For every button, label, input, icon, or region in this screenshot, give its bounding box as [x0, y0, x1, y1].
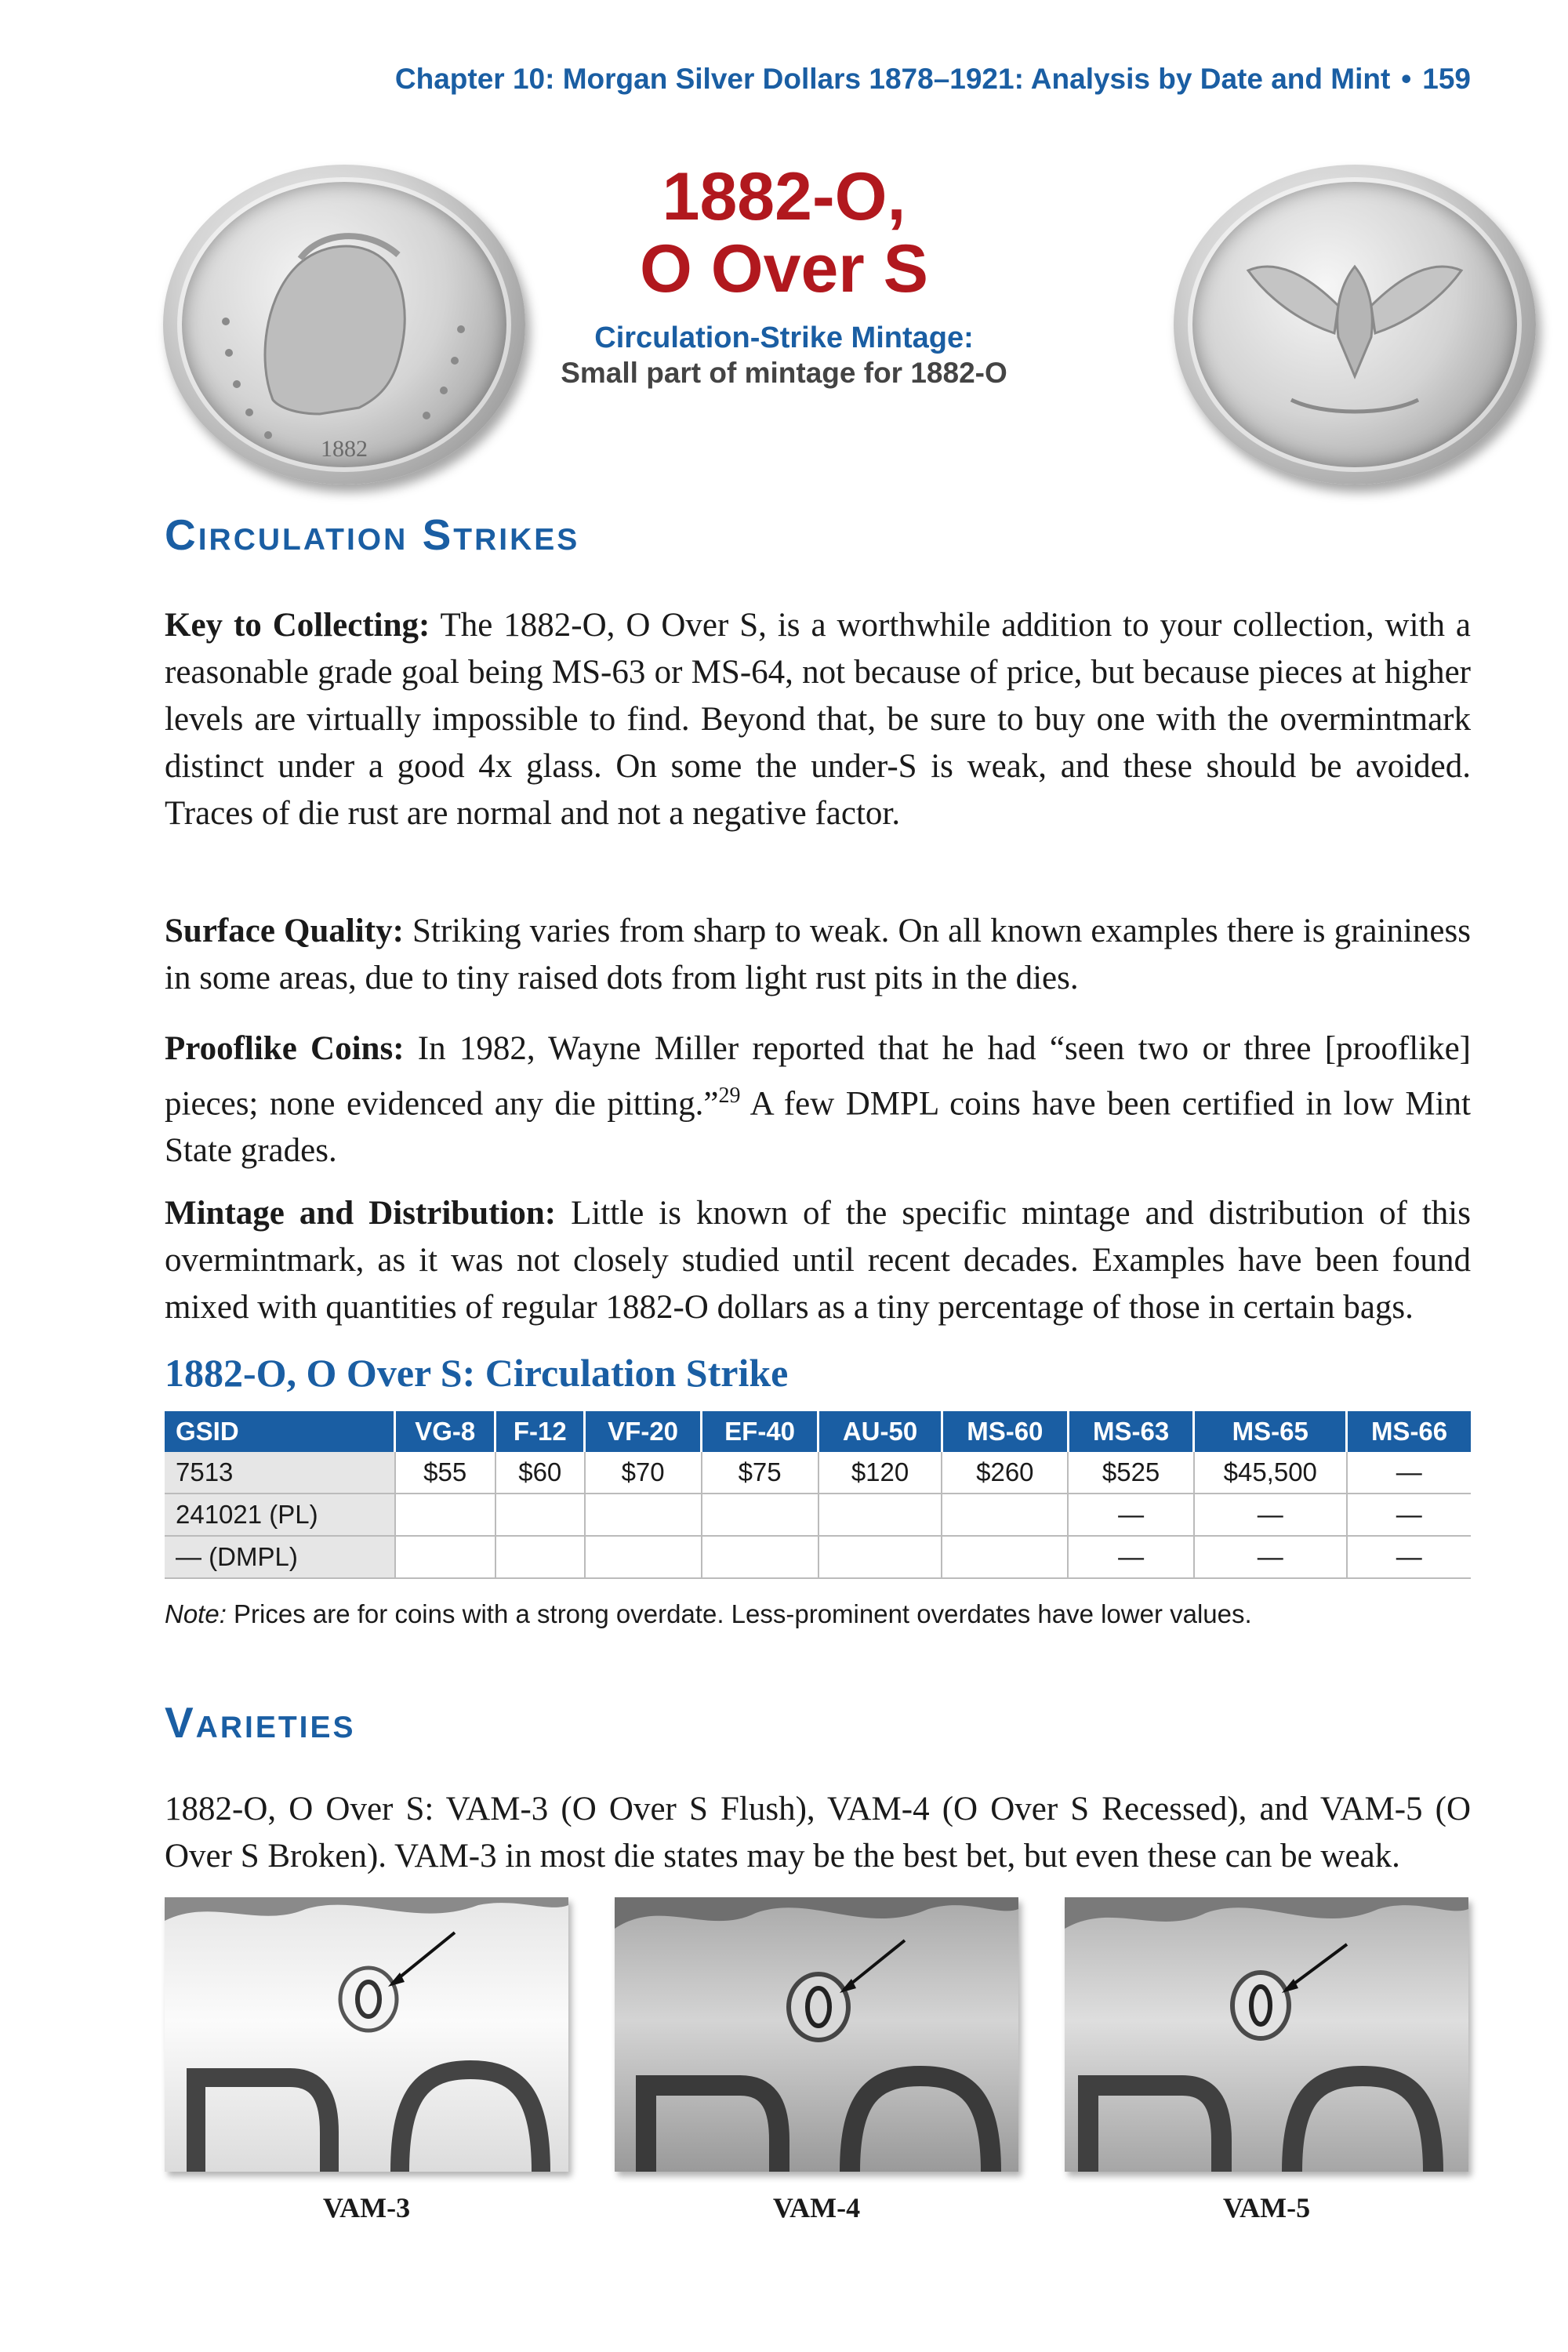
table-cell: [818, 1536, 942, 1578]
mintage-value: Small part of mintage for 1882-O: [561, 357, 1007, 389]
paragraph-label: Key to Collecting:: [165, 607, 430, 644]
table-cell: —: [1068, 1536, 1194, 1578]
table-header-gsid: GSID: [165, 1411, 395, 1452]
table-cell: —: [1347, 1494, 1471, 1536]
table-header-cell: MS-63: [1068, 1411, 1194, 1452]
mintage-label: Circulation-Strike Mintage:: [594, 321, 974, 354]
table-row: [165, 1494, 1471, 1536]
paragraph-text: A few DMPL coins have been certified in low Mint State grades.: [165, 1085, 1471, 1170]
paragraph-surface-quality: [165, 908, 1471, 1002]
table-cell: [818, 1494, 942, 1536]
table-cell: [942, 1536, 1068, 1578]
table-cell-gsid: 7513: [165, 1452, 395, 1494]
variety-photo-vam5: [1065, 1897, 1468, 2172]
variety-photo-vam3: [165, 1897, 568, 2172]
coin-title-line1: 1882-O,: [662, 159, 906, 234]
table-cell: —: [1068, 1494, 1194, 1536]
table-note-label: Note:: [165, 1599, 227, 1628]
paragraph-text: The 1882-O, O Over S, is a worthwhile addition to your collection, with a reasonable grade goal being MS-63 or MS-64, not because of price, but because pieces at higher levels are virtually impossible to find. Beyond that, be sure to buy one with the overmintmark distinct under a good 4x glass. On some the under-S is weak, and these should be avoided. Traces of die rust are normal and not a negative factor.: [165, 607, 1471, 832]
table-cell: [395, 1494, 495, 1536]
table-cell: —: [1194, 1536, 1347, 1578]
paragraph-label: Surface Quality:: [165, 913, 404, 949]
table-cell: $45,500: [1194, 1452, 1347, 1494]
paragraph-text: In 1982, Wayne Miller reported that he had “seen two or three [prooflike] pieces; none evidenced any die pitting.”: [165, 1030, 1471, 1123]
section-heading-circulation-strikes: Circulation Strikes: [165, 510, 580, 559]
section-heading-varieties: Varieties: [165, 1698, 356, 1747]
table-cell: $70: [585, 1452, 702, 1494]
table-header-cell: F-12: [495, 1411, 585, 1452]
table-header-cell: VG-8: [395, 1411, 495, 1452]
variety-photo-vam4: [615, 1897, 1018, 2172]
table-cell: $60: [495, 1452, 585, 1494]
table-header-row: [165, 1411, 1471, 1452]
price-table: [165, 1411, 1471, 1579]
table-header-cell: MS-66: [1347, 1411, 1471, 1452]
table-note: [165, 1599, 1252, 1629]
table-header-cell: MS-60: [942, 1411, 1068, 1452]
table-cell-gsid: — (DMPL): [165, 1536, 395, 1578]
running-head: [249, 63, 1471, 96]
table-cell: [495, 1494, 585, 1536]
table-cell: $260: [942, 1452, 1068, 1494]
table-cell: [585, 1494, 702, 1536]
table-cell-gsid: 241021 (PL): [165, 1494, 395, 1536]
table-row: [165, 1536, 1471, 1578]
coin-date: 1882: [321, 436, 368, 462]
table-header-cell: EF-40: [702, 1411, 818, 1452]
coin-title: [549, 161, 1019, 305]
page-number: 159: [1422, 63, 1471, 95]
paragraph-key-to-collecting: [165, 602, 1471, 837]
paragraph-varieties: 1882-O, O Over S: VAM-3 (O Over S Flush), VAM-4 (O Over S Recessed), and VAM-5 (O Over S Broken). VAM-3 in most die states may be the best bet, but even these can be weak.: [165, 1791, 1471, 1875]
table-cell: $525: [1068, 1452, 1194, 1494]
chapter-title: Chapter 10: Morgan Silver Dollars 1878–1921: Analysis by Date and Mint: [394, 63, 1391, 95]
table-cell: —: [1347, 1452, 1471, 1494]
price-table-title: 1882-O, O Over S: Circulation Strike: [165, 1351, 789, 1395]
separator-bullet: •: [1401, 63, 1412, 95]
table-cell: $75: [702, 1452, 818, 1494]
paragraph-label: Mintage and Distribution:: [165, 1195, 557, 1232]
table-cell: [585, 1536, 702, 1578]
coin-title-line2: O Over S: [639, 231, 929, 307]
table-cell: [702, 1536, 818, 1578]
table-header-cell: AU-50: [818, 1411, 942, 1452]
table-cell: [702, 1494, 818, 1536]
table-cell: $120: [818, 1452, 942, 1494]
table-cell: [942, 1494, 1068, 1536]
table-header-cell: VF-20: [585, 1411, 702, 1452]
photo-caption-vam4: VAM-4: [772, 2192, 861, 2223]
footnote-marker: 29: [718, 1083, 741, 1108]
table-cell: $55: [395, 1452, 495, 1494]
table-cell: —: [1194, 1494, 1347, 1536]
table-header-cell: MS-65: [1194, 1411, 1347, 1452]
coin-reverse-image: [1174, 165, 1536, 485]
table-cell: [395, 1536, 495, 1578]
photo-caption-vam3: VAM-3: [322, 2192, 411, 2223]
table-cell: [495, 1536, 585, 1578]
paragraph-text: Little is known of the specific mintage and distribution of this overmintmark, as it was not closely studied until recent decades. Examples have been found mixed with quantities of regular 1882-O dollars as a tiny percentage of those in certain bags.: [165, 1195, 1471, 1326]
paragraph-text: Striking varies from sharp to weak. On all known examples there is graininess in some areas, due to tiny raised dots from light rust pits in the dies.: [165, 913, 1471, 996]
paragraph-mintage-distribution: [165, 1190, 1471, 1331]
paragraph-label: Prooflike Coins:: [165, 1030, 405, 1067]
table-row: [165, 1452, 1471, 1494]
paragraph-prooflike-coins: [165, 1025, 1471, 1174]
table-note-text: Prices are for coins with a strong overdate. Less-prominent overdates have lower values.: [226, 1599, 1252, 1628]
photo-caption-vam5: VAM-5: [1222, 2192, 1311, 2223]
table-cell: —: [1347, 1536, 1471, 1578]
coin-obverse-image: [163, 165, 525, 485]
